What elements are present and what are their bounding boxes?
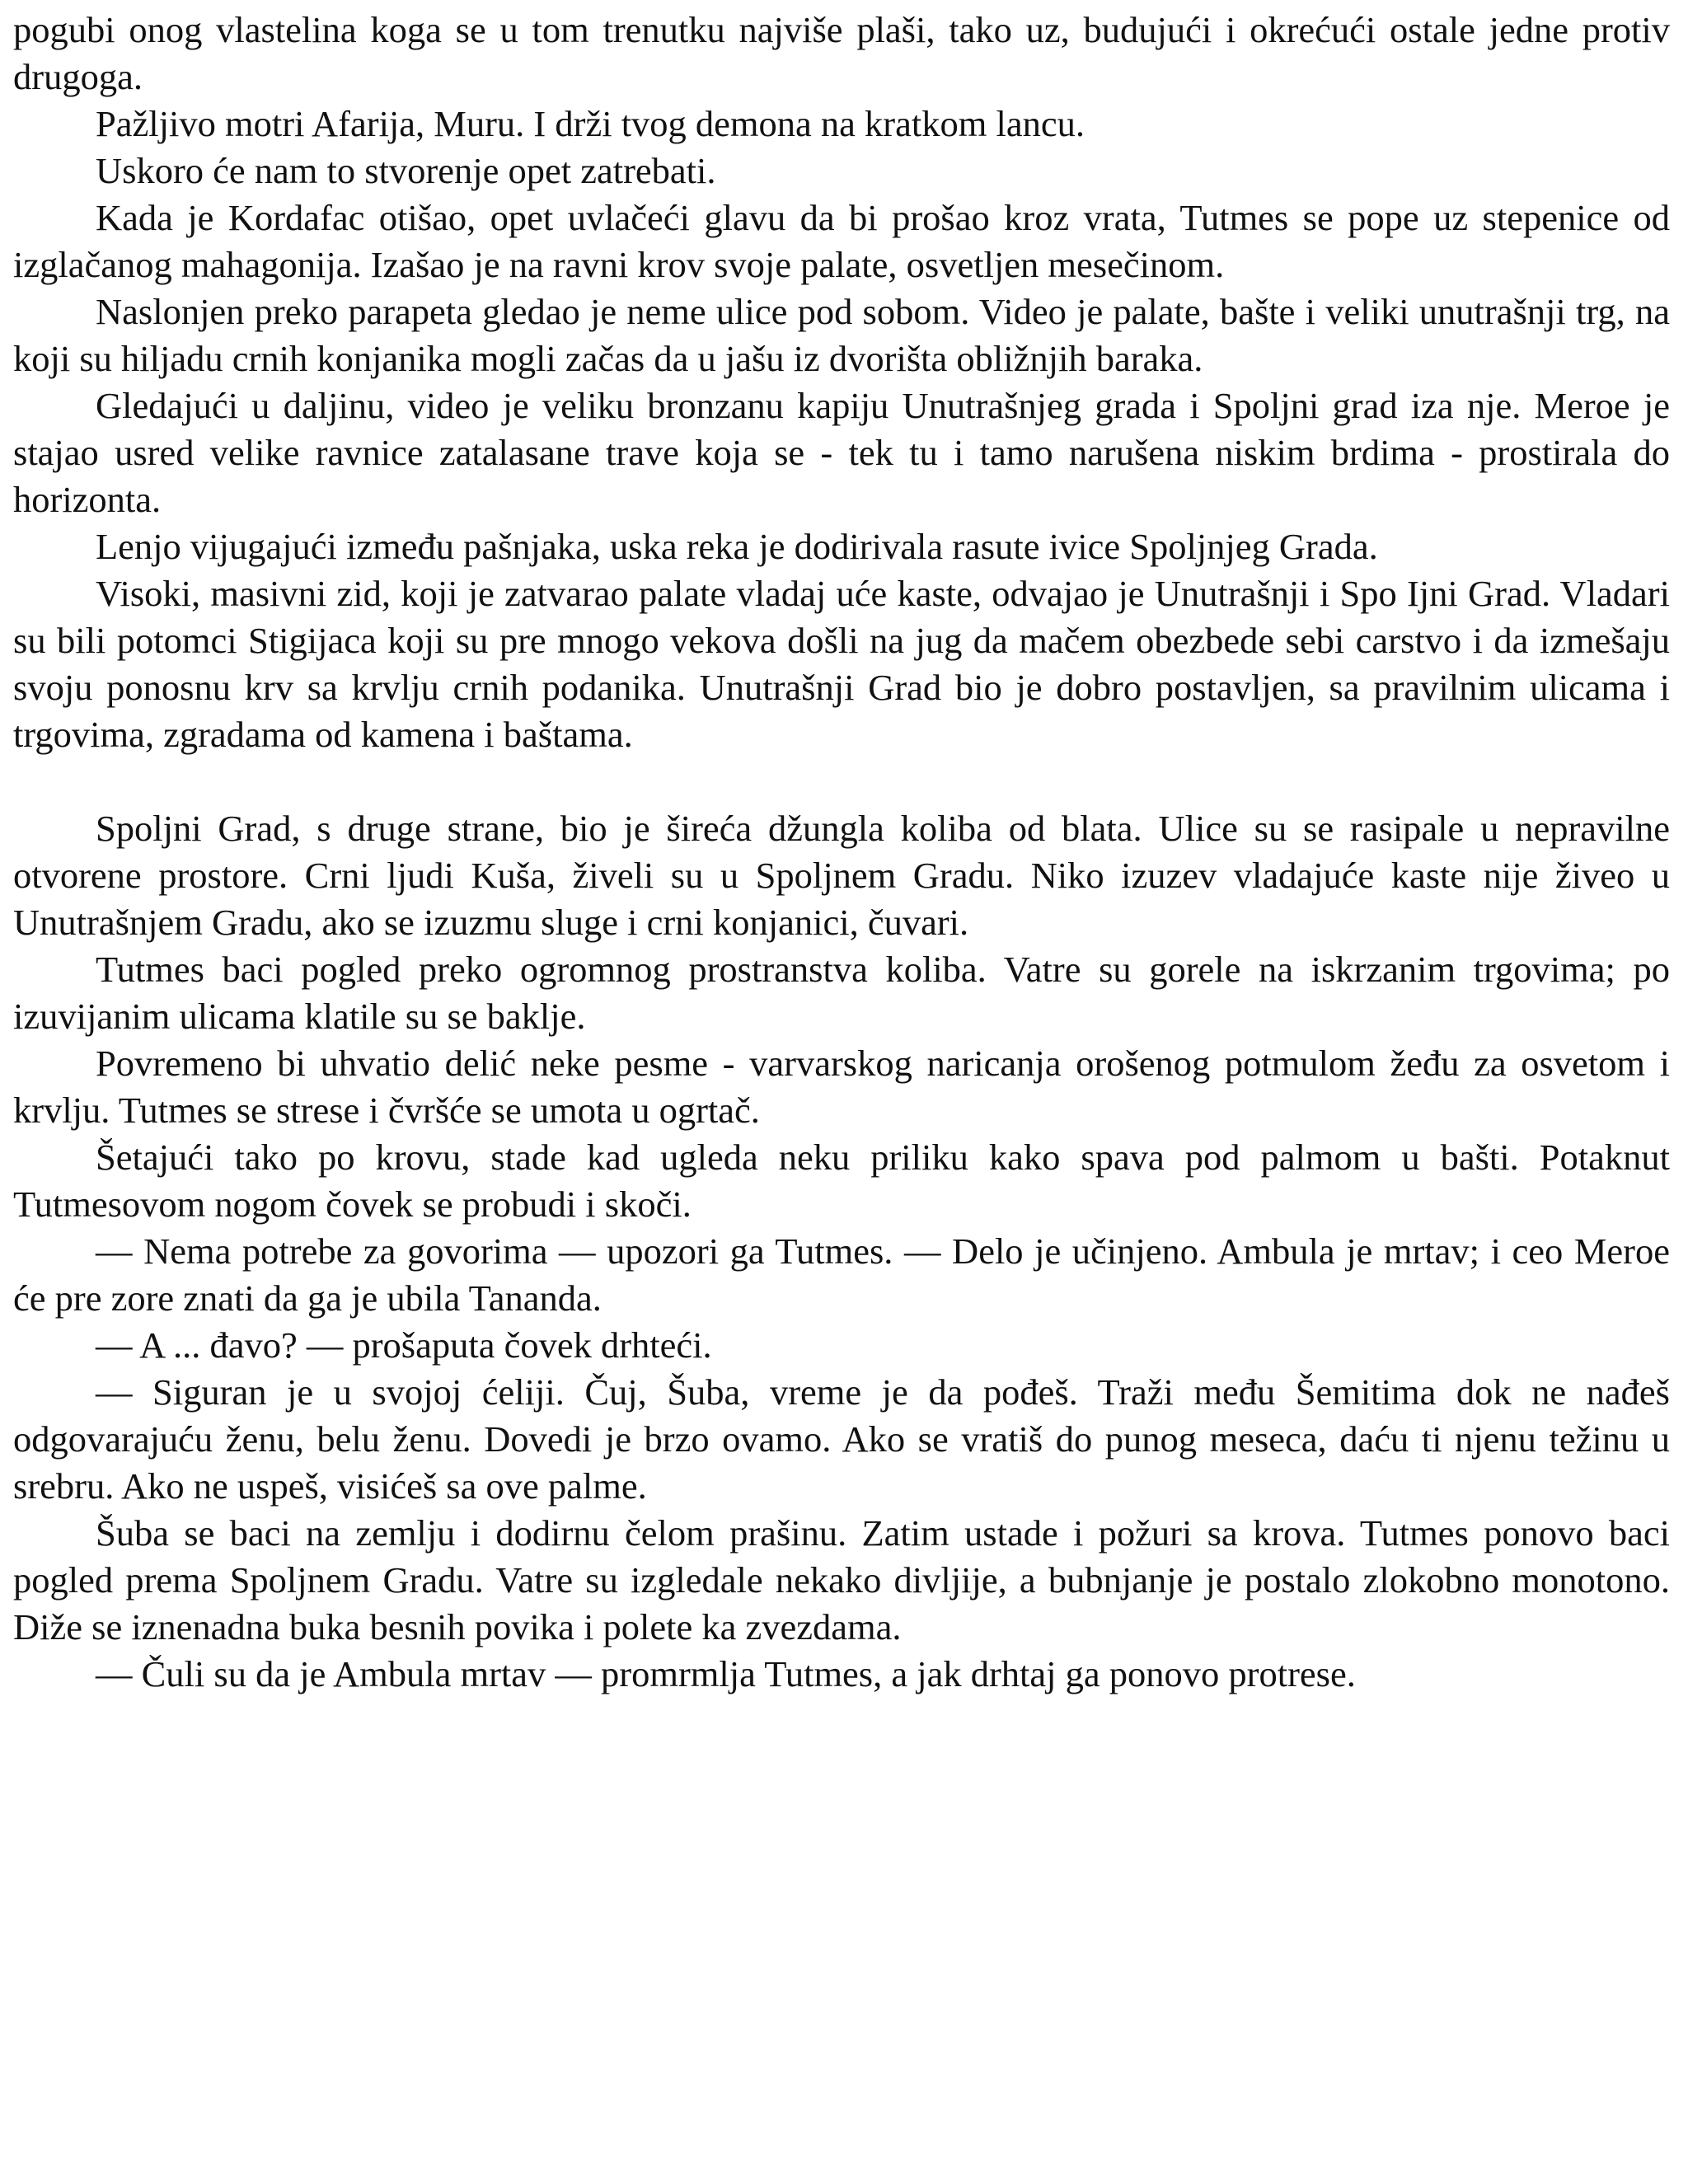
paragraph: Šuba se baci na zemlju i dodirnu čelom prašinu. Zatim ustade i požuri sa krova. Tutmes ponovo baci pogled prema Spoljnem Gradu. Vatre su izgledale nekako divljije, a bubnjanje je postalo zlokobno monotono. Diže se iznenadna buka besnih povika i polete ka zvezdama. (13, 1512, 1670, 1647)
paragraph: Uskoro će nam to stvorenje opet zatrebati. (96, 150, 716, 191)
paragraph: — Čuli su da je Ambula mrtav — promrmlja Tutmes, a jak drhtaj ga ponovo protrese. (96, 1653, 1356, 1694)
paragraph: Kada je Kordafac otišao, opet uvlačeći glavu da bi prošao kroz vrata, Tutmes se pope uz stepenice od izglačanog mahagonija. Izašao je na ravni krov svoje palate, osvetljen mesečinom. (13, 197, 1670, 285)
paragraph: — Nema potrebe za govorima — upozori ga Tutmes. — Delo je učinjeno. Ambula je mrtav; i ceo Meroe će pre zore znati da ga je ubila Tananda. (13, 1230, 1670, 1319)
paragraph: Visoki, masivni zid, koji je zatvarao palate vladaj uće kaste, odvajao je Unutrašnji i Spo Ijni Grad. Vladari su bili potomci Stigijaca koji su pre mnogo vekova došli na jug da mačem obezbede sebi carstvo i da izmešaju svoju ponosnu krv sa krvlju crnih podanika. Unutrašnji Grad bio je dobro postavljen, sa pravilnim ulicama i trgovima, zgradama od kamena i baštama. (13, 573, 1670, 755)
paragraph: pogubi onog vlastelina koga se u tom trenutku najviše plaši, tako uz, budujući i okrećući ostale jedne protiv drugoga. (13, 9, 1670, 97)
document-page (13, 7, 1670, 1698)
paragraph: Gledajući u daljinu, video je veliku bronzanu kapiju Unutrašnjeg grada i Spoljni grad iza nje. Meroe je stajao usred velike ravnice zatalasane trave koja se - tek tu i tamo narušena niskim brdima - prostirala do horizonta. (13, 385, 1670, 520)
paragraph: Povremeno bi uhvatio delić neke pesme - varvarskog naricanja orošenog potmulom žeđu za osvetom i krvlju. Tutmes se strese i čvršće se umota u ogrtač. (13, 1043, 1670, 1131)
paragraph-gap (13, 758, 1670, 805)
paragraph: — Siguran je u svojoj ćeliji. Čuj, Šuba, vreme je da pođeš. Traži među Šemitima dok ne nađeš odgovarajuću ženu, belu ženu. Dovedi je brzo ovamo. Ako se vratiš do punog meseca, daću ti njenu težinu u srebru. Ako ne uspeš, visićeš sa ove palme. (13, 1371, 1670, 1507)
paragraph: — A ... đavo? — prošaputa čovek drhteći. (96, 1324, 712, 1366)
paragraph: Tutmes baci pogled preko ogromnog prostranstva koliba. Vatre su gorele na iskrzanim trgovima; po izuvijanim ulicama klatile su se baklje. (13, 949, 1670, 1037)
paragraph: Spoljni Grad, s druge strane, bio je šireća džungla koliba od blata. Ulice su se rasipale u nepravilne otvorene prostore. Crni ljudi Kuša, živeli su u Spoljnem Gradu. Niko izuzev vladajuće kaste nije živeo u Unutrašnjem Gradu, ako se izuzmu sluge i crni konjanici, čuvari. (13, 808, 1670, 943)
paragraph: Naslonjen preko parapeta gledao je neme ulice pod sobom. Video je palate, bašte i veliki unutrašnji trg, na koji su hiljadu crnih konjanika mogli začas da u jašu iz dvorišta obližnjih baraka. (13, 291, 1670, 379)
paragraph: Šetajući tako po krovu, stade kad ugleda neku priliku kako spava pod palmom u bašti. Potaknut Tutmesovom nogom čovek se probudi i skoči. (13, 1137, 1670, 1225)
paragraph: Pažljivo motri Afarija, Muru. I drži tvog demona na kratkom lancu. (96, 103, 1085, 144)
paragraph: Lenjo vijugajući između pašnjaka, uska reka je dodirivala rasute ivice Spoljnjeg Grada. (96, 526, 1378, 567)
